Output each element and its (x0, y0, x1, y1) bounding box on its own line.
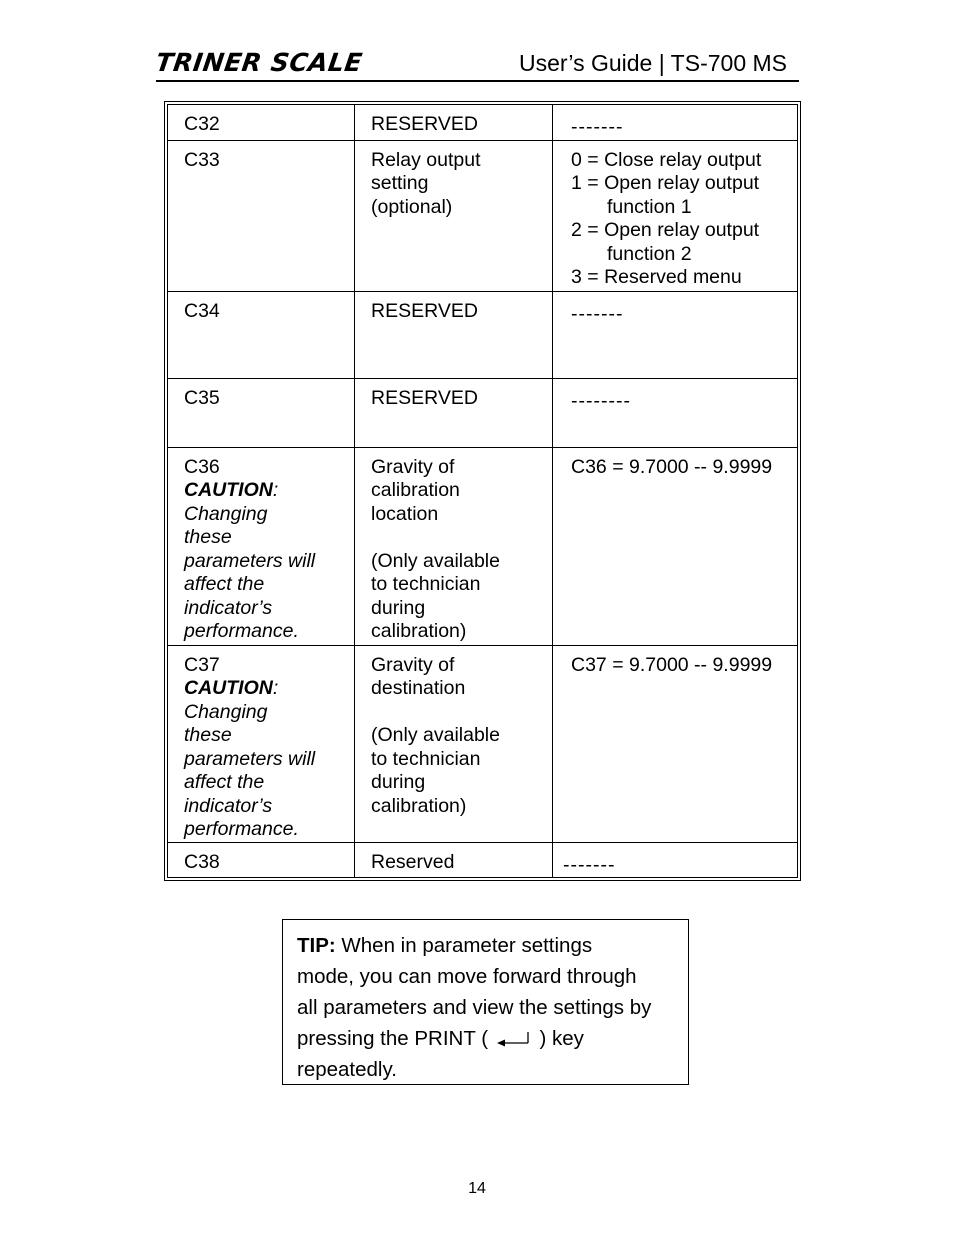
page-number: 14 (468, 1180, 486, 1197)
parameter-description-cell (355, 645, 553, 842)
triner-scale-logo: TRINER SCALE (153, 48, 365, 77)
parameter-code-cell (168, 140, 355, 291)
parameter-code-cell (168, 842, 355, 878)
parameter-setting: 1 = Open relay output (571, 172, 760, 194)
parameter-description: (Only available (371, 549, 500, 572)
parameter-description: RESERVED (371, 113, 478, 135)
table-row (168, 842, 798, 878)
parameter-setting: 0 = Close relay output (571, 148, 762, 171)
parameter-table (167, 104, 798, 878)
caution-text: parameters will (184, 747, 316, 770)
parameter-description-cell (355, 842, 553, 878)
parameter-description: location (371, 502, 439, 525)
parameter-description: Relay output (371, 148, 481, 171)
tip-text-line: ) key (539, 1027, 584, 1050)
parameter-description: during (371, 596, 426, 619)
parameter-setting: C37 = 9.7000 -- 9.9999 (571, 653, 773, 676)
parameter-description-cell (355, 105, 553, 141)
parameter-description: Reserved (371, 850, 455, 873)
caution-line (184, 677, 354, 701)
caution-line (184, 479, 354, 503)
parameter-setting: ------- (563, 853, 616, 876)
document-title: User’s Guide | TS-700 MS (518, 50, 787, 76)
caution-text: indicator’s (184, 794, 273, 817)
caution-label: CAUTION (184, 479, 273, 501)
parameter-setting: 2 = Open relay output (571, 219, 760, 241)
parameter-description: setting (371, 172, 429, 194)
caution-text: these (184, 724, 232, 746)
table-row (168, 140, 798, 291)
parameter-code-cell (168, 645, 355, 842)
caution-text: performance. (184, 620, 299, 642)
table-row (168, 105, 798, 141)
parameter-setting-cell (553, 842, 798, 878)
parameter-description (371, 526, 552, 550)
parameter-description: calibration) (371, 620, 467, 642)
caution-text: indicator’s (184, 596, 273, 619)
parameter-setting-cell (553, 378, 798, 447)
tip-text-line: pressing the PRINT ( (297, 1027, 489, 1050)
parameter-setting: ------- (571, 116, 624, 138)
parameter-code-cell (168, 378, 355, 447)
parameter-code: C36 (184, 455, 220, 478)
parameter-description: to technician (371, 747, 481, 770)
parameter-setting: ------- (571, 302, 624, 325)
parameter-description-cell (355, 291, 553, 378)
parameter-setting: 3 = Reserved menu (571, 266, 742, 288)
parameter-setting: function 2 (607, 242, 692, 265)
table-row (168, 447, 798, 645)
parameter-setting: -------- (571, 389, 631, 412)
table-row (168, 291, 798, 378)
tip-text-line: repeatedly. (297, 1058, 397, 1081)
parameter-setting-cell (553, 447, 798, 645)
caution-text: affect the (184, 771, 265, 793)
tip-text-line: all parameters and view the settings by (297, 996, 652, 1019)
parameter-description-cell (355, 378, 553, 447)
parameter-code-cell (168, 105, 355, 141)
parameter-description-cell (355, 140, 553, 291)
parameter-code-cell (168, 447, 355, 645)
caution-text: Changing (184, 700, 268, 723)
tip-text-line: mode, you can move forward through (297, 965, 637, 988)
parameter-description: RESERVED (371, 299, 478, 322)
parameter-code: C35 (184, 386, 220, 409)
parameter-description: RESERVED (371, 386, 478, 409)
parameter-table-frame (164, 101, 801, 881)
parameter-setting: C36 = 9.7000 -- 9.9999 (571, 455, 773, 478)
table-row (168, 378, 798, 447)
caution-colon: : (272, 677, 279, 699)
parameter-code: C34 (184, 299, 220, 322)
parameter-description-cell (355, 447, 553, 645)
parameter-description: during (371, 771, 426, 793)
tip-box (282, 919, 689, 1085)
parameter-description: destination (371, 677, 466, 699)
parameter-description: calibration (371, 479, 460, 501)
parameter-description: (Only available (371, 724, 500, 746)
parameter-code: C37 (184, 653, 220, 676)
parameter-setting-cell (553, 105, 798, 141)
caution-colon: : (272, 479, 279, 501)
parameter-setting: function 1 (607, 195, 692, 218)
table-row (168, 645, 798, 842)
parameter-setting-cell (553, 140, 798, 291)
caution-text: performance. (184, 818, 299, 840)
parameter-description: to technician (371, 573, 481, 595)
tip-text-line: When in parameter settings (335, 934, 593, 957)
parameter-description: (optional) (371, 195, 453, 218)
parameter-description: Gravity of (371, 455, 455, 478)
parameter-code: C33 (184, 148, 220, 171)
caution-label: CAUTION (184, 677, 273, 699)
parameter-description: calibration) (371, 794, 467, 817)
parameter-description: Gravity of (371, 653, 455, 676)
caution-text: these (184, 526, 232, 548)
page-header (153, 48, 799, 82)
tip-label: TIP: (297, 934, 336, 957)
parameter-code: C38 (184, 850, 220, 873)
caution-text: affect the (184, 573, 265, 595)
parameter-setting-cell (553, 291, 798, 378)
parameter-code: C32 (184, 113, 220, 135)
parameter-code-cell (168, 291, 355, 378)
enter-arrow-icon (494, 1029, 534, 1051)
caution-text: parameters will (184, 549, 316, 572)
caution-text: Changing (184, 502, 268, 525)
parameter-description (371, 701, 552, 725)
parameter-setting-cell (553, 645, 798, 842)
